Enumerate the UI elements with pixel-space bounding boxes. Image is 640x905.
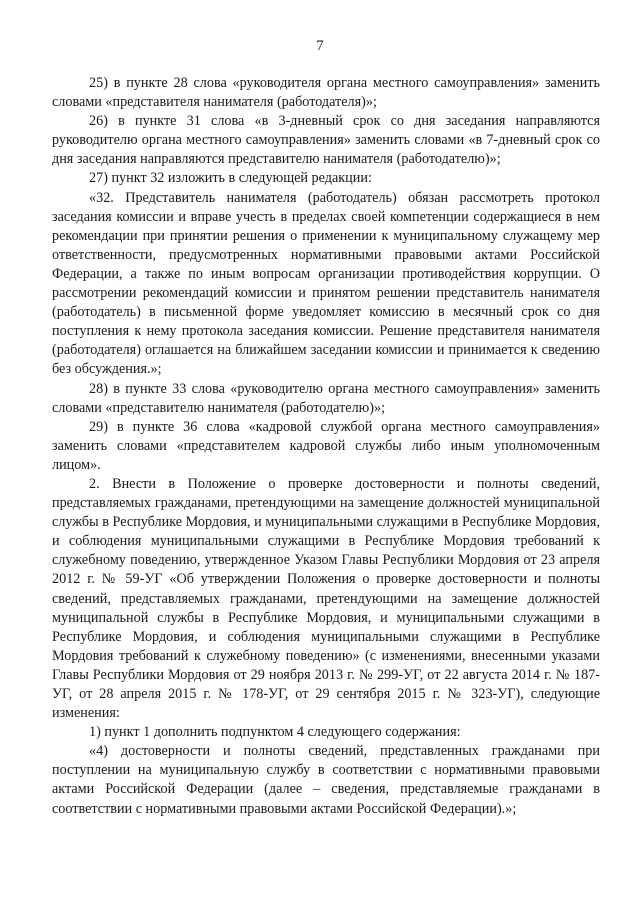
document-body (52, 74, 600, 819)
paragraph-section-2: 2. Внести в Положение о проверке достоверности и полноты сведений, представляемых гражданами, претендующими на замещение должностей муниципальной службы в Республике Мордовия, и муниципальными служащими в Республике Мордовия, и соблюдения муниципальными служащими в Республике Мордовия требований к служебному поведению, утвержденное Указом Главы Республики Мордовия от 23 апреля 2012 г. № 59-УГ «Об утверждении Положения о проверке достоверности и полноты сведений, представляемых гражданами, претендующими на замещение должностей муниципальной службы в Республике Мордовия, и муниципальными служащими в Республике Мордовия, и соблюдения муниципальными служащими в Республике Мордовия требований к служебному поведению» (с изменениями, внесенными указами Главы Республики Мордовия от 29 ноября 2013 г. № 299-УГ, от 22 августа 2014 г. № 187-УГ, от 28 апреля 2015 г. № 178-УГ, от 29 сентября 2015 г. № 323-УГ), следующие изменения: (52, 475, 600, 722)
paragraph-clause-32: «32. Представитель нанимателя (работодатель) обязан рассмотреть протокол заседания комиссии и вправе учесть в пределах своей компетенции содержащиеся в нем рекомендации при принятии решения о применении к муниципальному служащему мер ответственности, предусмотренных нормативными правовыми актами Российской Федерации, а также по иным вопросам организации противодействия коррупции. О рассмотрении рекомендаций комиссии и принятом решении представитель нанимателя (работодатель) в письменной форме уведомляет комиссию в месячный срок со дня поступления к нему протокола заседания комиссии. Решение представителя нанимателя (работодателя) оглашается на ближайшем заседании комиссии и принимается к сведению без обсуждения.»; (52, 189, 600, 378)
paragraph-subitem-1: 1) пункт 1 дополнить подпунктом 4 следующего содержания: (89, 724, 461, 741)
paragraph-item-26: 26) в пункте 31 слова «в 3-дневный срок со дня заседания направляются руководителю органа местного самоуправления» заменить словами «в 7-дневный срок со дня заседания направляются представителю нанимателя (работодателю)»; (52, 113, 600, 168)
paragraph-item-27: 27) пункт 32 изложить в следующей редакции: (89, 170, 372, 187)
page-number: 7 (316, 38, 324, 54)
paragraph-item-29: 29) в пункте 36 слова «кадровой службой органа местного самоуправления» заменить словами «представителем кадровой службы либо иным уполномоченным лицом». (52, 418, 600, 473)
paragraph-item-28: 28) в пункте 33 слова «руководителю органа местного самоуправления» заменить словами «представителю нанимателя (работодателю)»; (52, 380, 600, 416)
paragraph-item-25: 25) в пункте 28 слова «руководителя органа местного самоуправления» заменить словами «представителя нанимателя (работодателя)»; (52, 75, 600, 111)
paragraph-subpoint-4: «4) достоверности и полноты сведений, представленных гражданами при поступлении на муниципальную службу в соответствии с нормативными правовыми актами Российской Федерации (далее – сведения, представляемые гражданами в соответствии с нормативными правовыми актами Российской Федерации).»; (52, 743, 600, 817)
